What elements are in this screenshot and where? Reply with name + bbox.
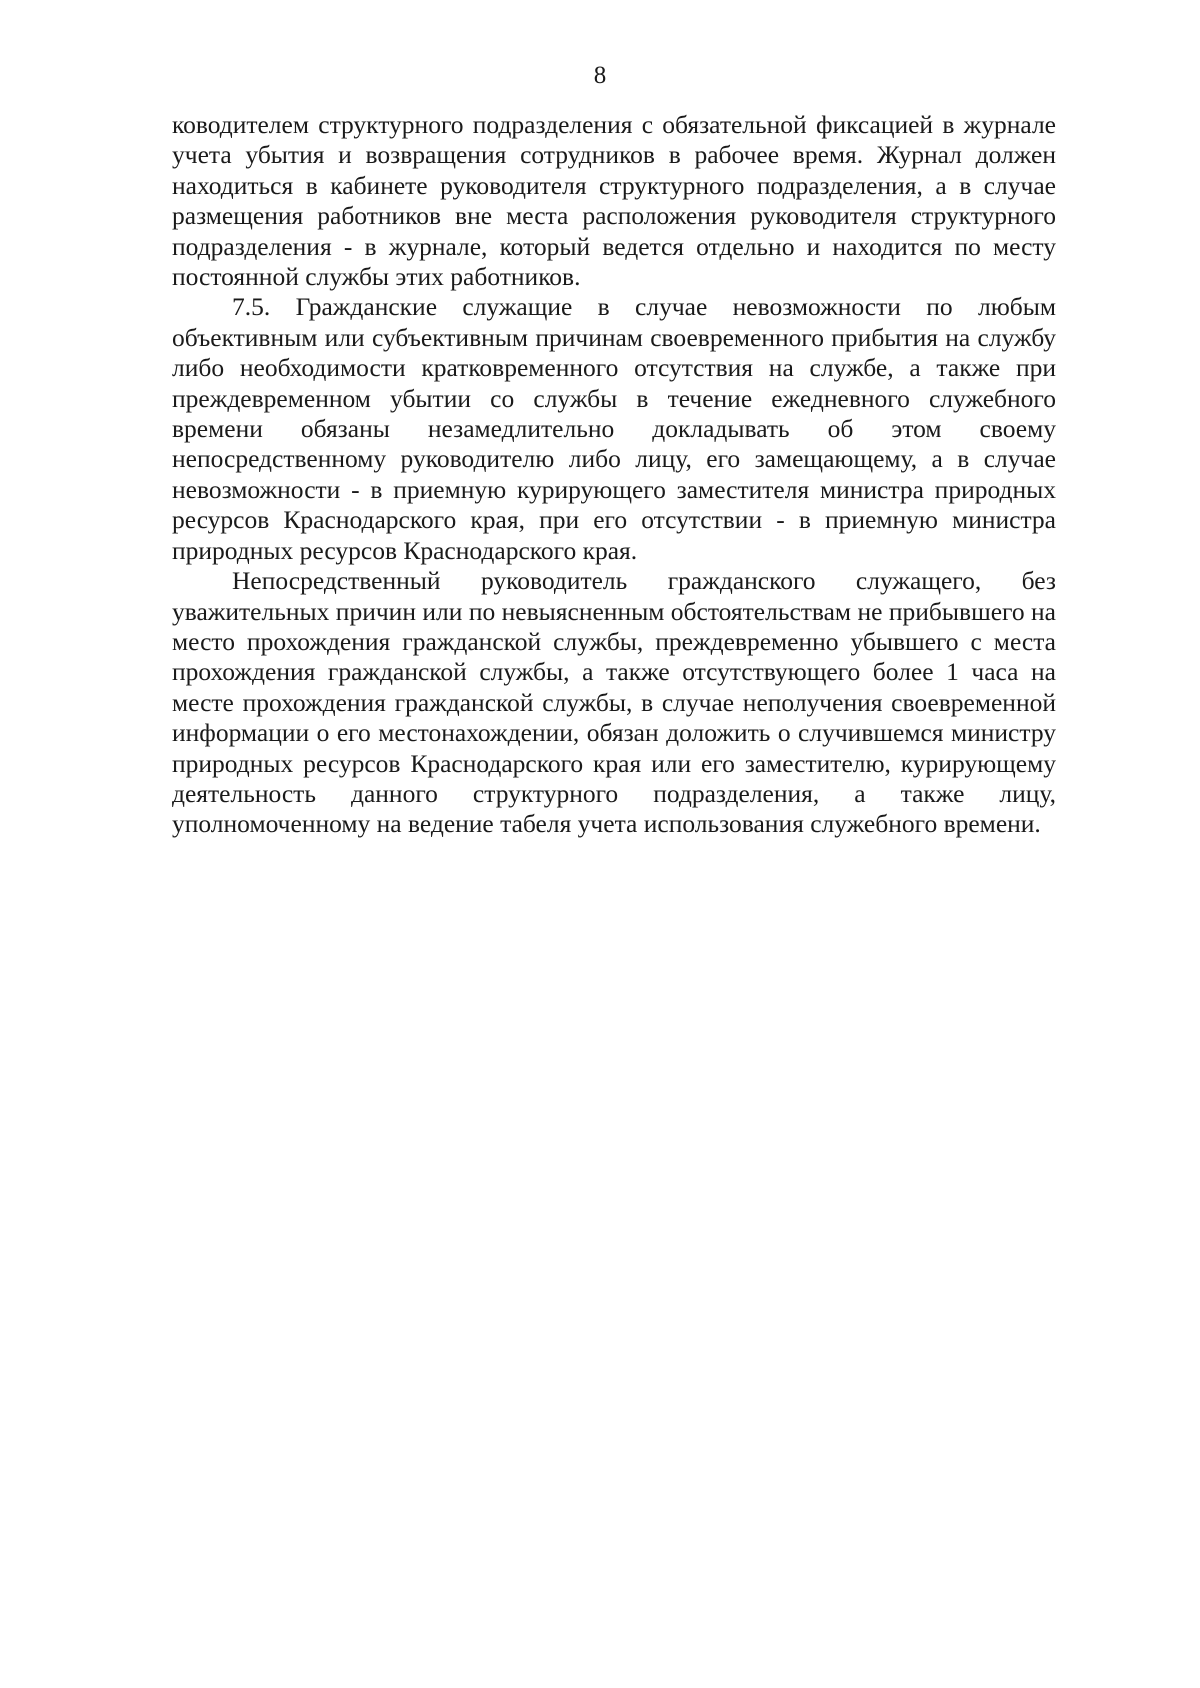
- paragraph-7-5: 7.5. Гражданские служащие в случае невозможности по любым объективным или субъективным причинам своевременного прибытия на службу либо необходимости кратковременного отсутствия на службе, а также при преждевременном убытии со службы в течение ежедневного служебного времени обязаны незамедлительно докладывать об этом своему непосредственному руководителю либо лицу, его замещающему, а в случае невозможности - в приемную курирующего заместителя министра природных ресурсов Краснодарского края, при его отсутствии - в приемную министра природных ресурсов Краснодарского края.: [172, 292, 1056, 565]
- document-body: [172, 110, 1056, 840]
- paragraph-direct-supervisor: Непосредственный руководитель гражданского служащего, без уважительных причин или по невыясненным обстоятельствам не прибывшего на место прохождения гражданской службы, преждевременно убывшего с места прохождения гражданской службы, а также отсутствующего более 1 часа на месте прохождения гражданской службы, в случае неполучения своевременной информации о его местонахождении, обязан доложить о случившемся министру природных ресурсов Краснодарского края или его заместителю, курирующему деятельность данного структурного подразделения, а также лицу, уполномоченному на ведение табеля учета использования служебного времени.: [172, 566, 1056, 839]
- page-number: 8: [593, 62, 607, 89]
- paragraph-continued: ководителем структурного подразделения с обязательной фиксацией в журнале учета убытия и возвращения сотрудников в рабочее время. Журнал должен находиться в кабинете руководителя структурного подразделения, а в случае размещения работников вне места расположения руководителя структурного подразделения - в журнале, который ведется отдельно и находится по месту постоянной службы этих работников.: [172, 110, 1056, 292]
